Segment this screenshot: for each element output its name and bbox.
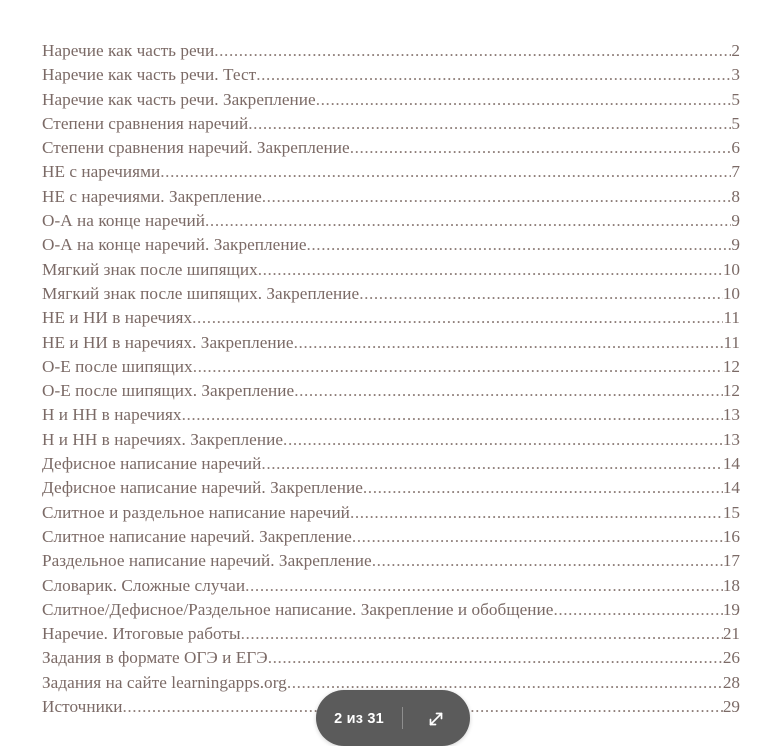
toc-entry[interactable] [42,428,740,452]
toc-entry[interactable] [42,306,740,330]
toc-entry[interactable] [42,355,740,379]
viewer-control-pill [316,690,470,746]
toc-entry-page-number: 16 [722,526,740,546]
toc-entry[interactable] [42,476,740,500]
toc-dot-leader [294,331,724,348]
toc-dot-leader [248,112,731,129]
toc-dot-leader [241,622,723,639]
toc-entry-title: НЕ и НИ в наречиях. Закрепление [42,332,294,352]
toc-entry-page-number: 14 [722,478,740,498]
toc-entry[interactable] [42,185,740,209]
toc-entry-title: О-А на конце наречий. Закрепление [42,235,307,255]
toc-entry-title: Источники [42,697,123,717]
toc-entry-page-number: 9 [731,211,740,231]
toc-entry[interactable] [42,282,740,306]
toc-entry-page-number: 14 [722,454,740,474]
table-of-contents-list [42,39,740,719]
toc-entry-page-number: 2 [731,41,740,60]
toc-entry-title: Наречие. Итоговые работы [42,624,241,644]
toc-entry[interactable] [42,549,740,573]
toc-dot-leader [553,598,722,615]
toc-entry-title: Мягкий знак после шипящих. Закрепление [42,283,360,303]
toc-dot-leader [214,39,731,56]
toc-entry[interactable] [42,88,740,112]
toc-entry-title: Задания на сайте learningapps.org [42,672,287,692]
toc-dot-leader [193,355,723,372]
fullscreen-button[interactable] [403,697,469,739]
toc-entry-title: О-Е после шипящих [42,356,193,376]
toc-entry-page-number: 8 [731,186,740,206]
toc-entry-title: О-А на конце наречий [42,211,206,231]
toc-entry-title: Наречие как часть речи [42,41,215,60]
toc-entry-page-number: 28 [722,672,740,692]
toc-entry-title: Задания в формате ОГЭ и ЕГЭ [42,648,268,668]
toc-entry-title: Мягкий знак после шипящих [42,259,258,279]
toc-entry[interactable] [42,525,740,549]
toc-entry-page-number: 11 [723,308,740,328]
expand-diagonal-arrows-icon [426,709,446,729]
toc-entry[interactable] [42,501,740,525]
toc-dot-leader [294,379,723,396]
toc-entry-title: Н и НН в наречиях. Закрепление [42,429,284,449]
toc-entry-page-number: 19 [722,599,740,619]
toc-dot-leader [359,282,723,299]
toc-entry-title: Слитное/Дефисное/Раздельное написание. Закрепление и обобщение [42,599,554,619]
toc-entry-page-number: 13 [722,429,740,449]
toc-entry-page-number: 6 [731,138,740,158]
toc-entry-title: Раздельное написание наречий. Закрепление [42,551,372,571]
toc-entry-page-number: 12 [722,356,740,376]
toc-entry-page-number: 7 [731,162,740,182]
toc-entry-page-number: 3 [731,65,740,85]
toc-dot-leader [372,549,723,566]
toc-entry-title: Дефисное написание наречий. Закрепление [42,478,363,498]
toc-entry-page-number: 11 [723,332,740,352]
toc-entry[interactable] [42,39,740,63]
toc-entry[interactable] [42,622,740,646]
toc-entry-page-number: 12 [722,381,740,401]
toc-dot-leader [261,452,722,469]
toc-entry-title: НЕ с наречиями [42,162,161,182]
toc-entry-page-number: 18 [722,575,740,595]
toc-dot-leader [287,671,723,688]
toc-entry-title: Степени сравнения наречий. Закрепление [42,138,350,158]
toc-entry-title: Дефисное написание наречий [42,454,262,474]
toc-entry[interactable] [42,403,740,427]
toc-entry-title: Наречие как часть речи. Тест [42,65,257,85]
toc-entry-title: Степени сравнения наречий [42,113,249,133]
toc-entry[interactable] [42,136,740,160]
toc-dot-leader [350,501,723,518]
toc-dot-leader [262,185,732,202]
toc-entry[interactable] [42,379,740,403]
toc-entry-title: Н и НН в наречиях [42,405,182,425]
toc-entry[interactable] [42,112,740,136]
toc-dot-leader [350,136,732,153]
page-indicator: 2 из 31 [334,711,384,727]
toc-entry-title: НЕ и НИ в наречиях [42,308,193,328]
toc-entry[interactable] [42,452,740,476]
toc-entry[interactable] [42,209,740,233]
toc-entry[interactable] [42,160,740,184]
toc-dot-leader [192,306,723,323]
toc-entry[interactable] [42,598,740,622]
toc-entry[interactable] [42,63,740,87]
toc-entry-page-number: 17 [722,551,740,571]
toc-entry-page-number: 5 [731,89,740,109]
toc-entry-page-number: 10 [722,283,740,303]
toc-entry-title: Словарик. Сложные случаи [42,575,246,595]
toc-dot-leader [245,574,723,591]
toc-dot-leader [307,233,732,250]
toc-entry[interactable] [42,646,740,670]
toc-entry-page-number: 13 [722,405,740,425]
toc-dot-leader [256,63,731,80]
toc-entry-title: Слитное написание наречий. Закрепление [42,526,352,546]
toc-entry-page-number: 5 [731,113,740,133]
toc-dot-leader [205,209,731,226]
toc-entry-page-number: 21 [722,624,740,644]
toc-dot-leader [268,646,723,663]
toc-dot-leader [352,525,723,542]
toc-dot-leader [283,428,723,445]
toc-entry[interactable] [42,574,740,598]
toc-entry-page-number: 29 [722,697,740,717]
toc-entry-page-number: 15 [722,502,740,522]
toc-entry-title: Слитное и раздельное написание наречий [42,502,350,522]
toc-entry[interactable] [42,233,740,257]
toc-entry-page-number: 9 [731,235,740,255]
toc-dot-leader [160,160,731,177]
toc-dot-leader [363,476,723,493]
toc-dot-leader [182,403,723,420]
toc-dot-leader [316,88,732,105]
toc-entry-title: Наречие как часть речи. Закрепление [42,89,316,109]
toc-entry-title: НЕ с наречиями. Закрепление [42,186,262,206]
toc-entry-title: О-Е после шипящих. Закрепление [42,381,295,401]
toc-entry-page-number: 26 [722,648,740,668]
toc-entry[interactable] [42,258,740,282]
toc-entry-page-number: 10 [722,259,740,279]
toc-entry[interactable] [42,331,740,355]
toc-dot-leader [258,258,723,275]
